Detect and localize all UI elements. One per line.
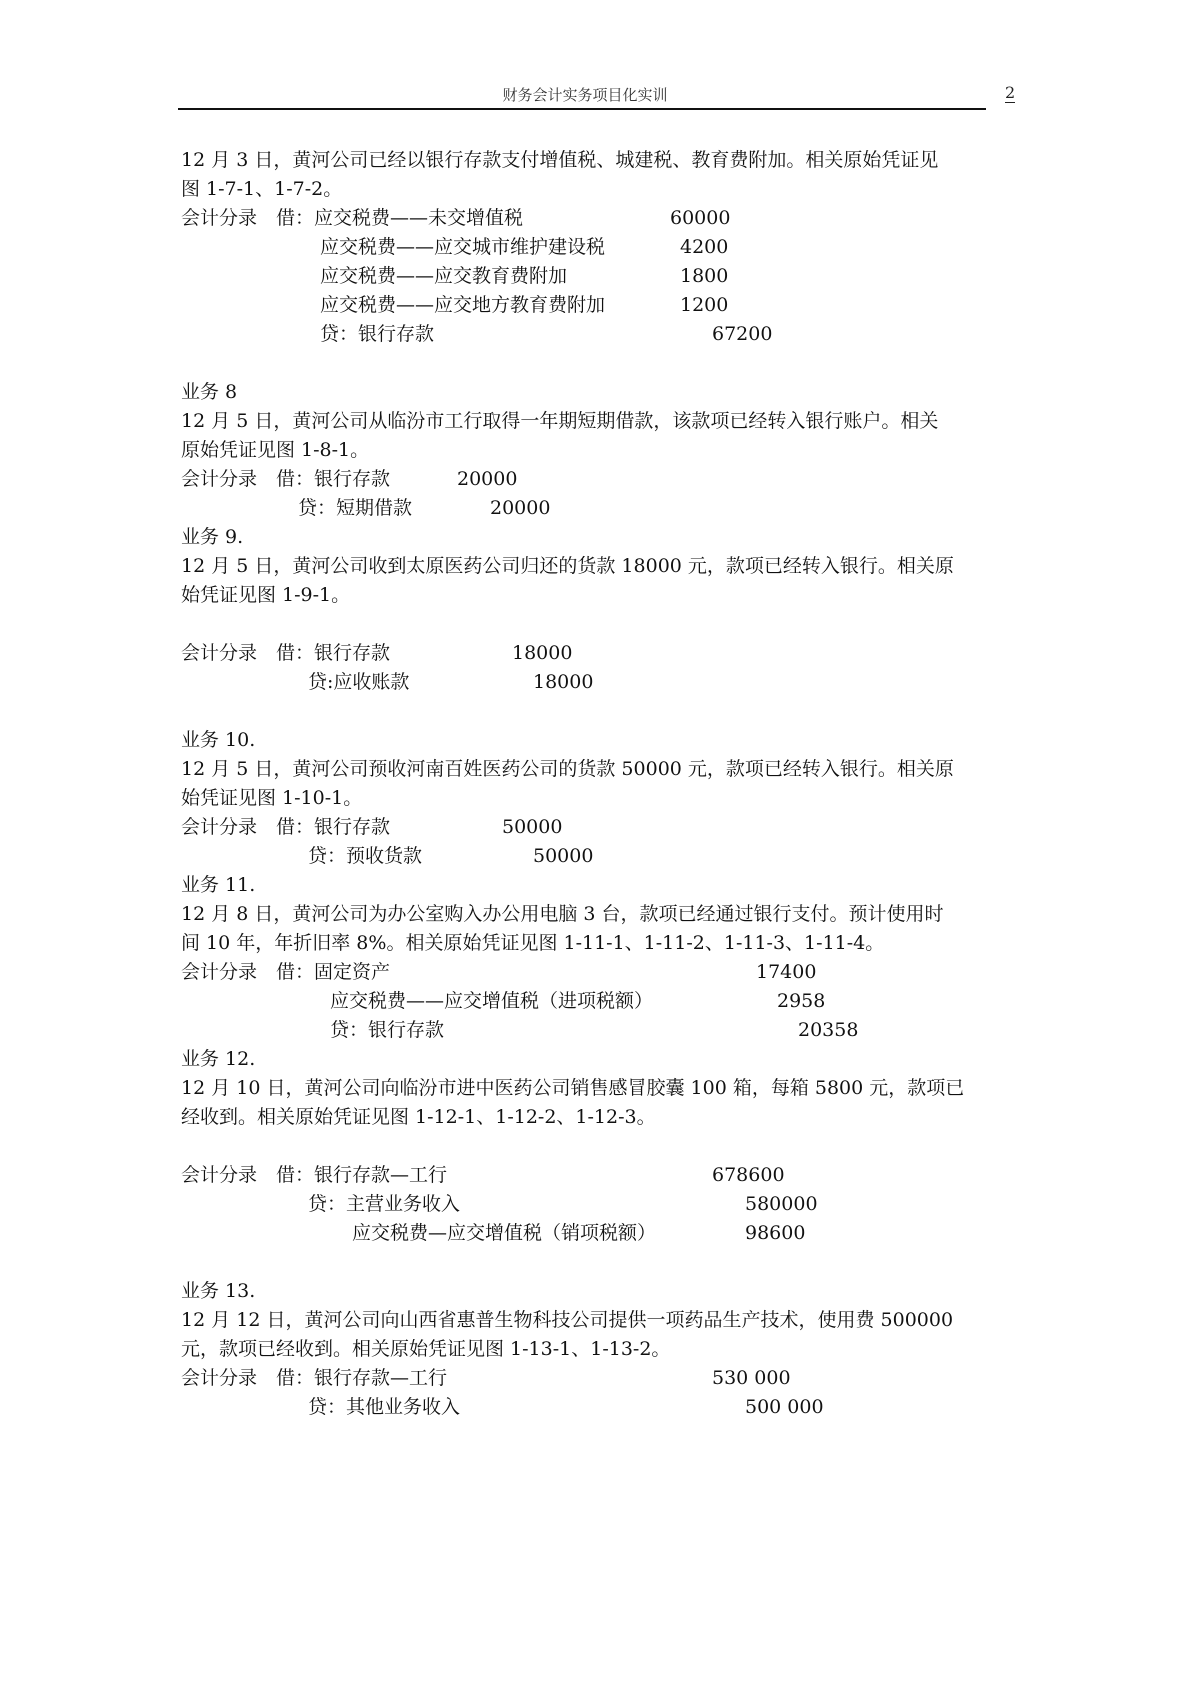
biz13-title: 业务 13. (181, 1280, 256, 1302)
biz7-amount-3: 1800 (680, 265, 729, 287)
biz8-amount-2: 20000 (490, 497, 551, 519)
biz13-paragraph-line1: 12 月 12 日，黄河公司向山西省惠普生物科技公司提供一项药品生产技术，使用费 500000 (181, 1309, 954, 1331)
biz8-paragraph-line1: 12 月 5 日，黄河公司从临汾市工行取得一年期短期借款，该款项已经转入银行账户。相关 (181, 410, 939, 432)
biz11-title: 业务 11. (181, 874, 256, 896)
biz8-paragraph-line2: 原始凭证见图 1-8-1。 (181, 439, 370, 461)
biz9-title: 业务 9. (181, 526, 244, 548)
biz12-paragraph-line1: 12 月 10 日，黄河公司向临汾市进中医药公司销售感冒胶囊 100 箱，每箱 5800 元，款项已 (181, 1077, 965, 1099)
biz13-entry-label: 会计分录 (181, 1367, 258, 1389)
biz8-entry-label: 会计分录 (181, 468, 258, 490)
biz7-entry-label: 会计分录 (181, 207, 258, 229)
biz11-amount-2: 2958 (777, 990, 826, 1012)
biz13-amount-2: 500 000 (745, 1396, 824, 1418)
biz8-amount-1: 20000 (457, 468, 518, 490)
biz9-entry-credit: 贷:应收账款 (308, 671, 410, 693)
biz11-paragraph-line1: 12 月 8 日，黄河公司为办公室购入办公用电脑 3 台，款项已经通过银行支付。预计使用时 (181, 903, 944, 925)
biz10-paragraph-line1: 12 月 5 日，黄河公司预收河南百姓医药公司的货款 50000 元，款项已经转入银行。相关原 (181, 758, 954, 780)
biz9-paragraph-line1: 12 月 5 日，黄河公司收到太原医药公司归还的货款 18000 元，款项已经转入银行。相关原 (181, 555, 954, 577)
biz11-entry-credit: 贷：银行存款 (330, 1019, 445, 1041)
biz10-entry-label: 会计分录 (181, 816, 258, 838)
biz11-amount-1: 17400 (756, 961, 817, 983)
biz8-entry-debit: 借：银行存款 (276, 468, 391, 490)
biz7-entry-debit-2: 应交税费——应交城市维护建设税 (320, 236, 606, 258)
biz10-amount-2: 50000 (533, 845, 594, 867)
biz11-entry-label: 会计分录 (181, 961, 258, 983)
biz7-paragraph-line1: 12 月 3 日，黄河公司已经以银行存款支付增值税、城建税、教育费附加。相关原始凭证见 (181, 149, 939, 171)
biz12-entry-credit-1: 贷：主营业务收入 (308, 1193, 461, 1215)
biz9-entry-label: 会计分录 (181, 642, 258, 664)
biz8-title: 业务 8 (181, 381, 238, 403)
page-number: 2 (1005, 83, 1016, 102)
biz11-entry-debit-1: 借：固定资产 (276, 961, 391, 983)
header-rule (178, 108, 986, 110)
biz11-entry-debit-2: 应交税费——应交增值税（进项税额） (330, 990, 654, 1012)
biz12-amount-2: 580000 (745, 1193, 818, 1215)
biz12-entry-credit-2: 应交税费—应交增值税（销项税额） (352, 1222, 657, 1244)
biz7-entry-debit-1: 借：应交税费——未交增值税 (276, 207, 524, 229)
biz12-entry-debit: 借：银行存款—工行 (276, 1164, 448, 1186)
biz11-amount-3: 20358 (798, 1019, 859, 1041)
biz12-paragraph-line2: 经收到。相关原始凭证见图 1-12-1、1-12-2、1-12-3。 (181, 1106, 656, 1128)
biz12-amount-3: 98600 (745, 1222, 806, 1244)
biz10-amount-1: 50000 (502, 816, 563, 838)
biz8-entry-credit: 贷：短期借款 (298, 497, 413, 519)
biz10-entry-debit: 借：银行存款 (276, 816, 391, 838)
biz9-amount-1: 18000 (512, 642, 573, 664)
biz13-amount-1: 530 000 (712, 1367, 791, 1389)
biz7-amount-2: 4200 (680, 236, 729, 258)
biz7-entry-credit: 贷：银行存款 (320, 323, 435, 345)
biz7-entry-debit-4: 应交税费——应交地方教育费附加 (320, 294, 606, 316)
biz9-paragraph-line2: 始凭证见图 1-9-1。 (181, 584, 351, 606)
biz10-entry-credit: 贷：预收货款 (308, 845, 423, 867)
biz13-entry-credit: 贷：其他业务收入 (308, 1396, 461, 1418)
biz7-entry-debit-3: 应交税费——应交教育费附加 (320, 265, 568, 287)
biz11-paragraph-line2: 间 10 年，年折旧率 8%。相关原始凭证见图 1-11-1、1-11-2、1-11-3、1-11-4。 (181, 932, 885, 954)
biz13-paragraph-line2: 元，款项已经收到。相关原始凭证见图 1-13-1、1-13-2。 (181, 1338, 671, 1360)
biz9-entry-debit: 借：银行存款 (276, 642, 391, 664)
biz12-amount-1: 678600 (712, 1164, 785, 1186)
biz10-title: 业务 10. (181, 729, 256, 751)
biz7-amount-1: 60000 (670, 207, 731, 229)
running-header-title: 财务会计实务项目化实训 (502, 86, 668, 104)
biz12-entry-label: 会计分录 (181, 1164, 258, 1186)
biz12-title: 业务 12. (181, 1048, 256, 1070)
biz9-amount-2: 18000 (533, 671, 594, 693)
biz7-paragraph-line2: 图 1-7-1、1-7-2。 (181, 178, 343, 200)
biz13-entry-debit: 借：银行存款—工行 (276, 1367, 448, 1389)
biz7-amount-5: 67200 (712, 323, 773, 345)
biz7-amount-4: 1200 (680, 294, 729, 316)
biz10-paragraph-line2: 始凭证见图 1-10-1。 (181, 787, 363, 809)
